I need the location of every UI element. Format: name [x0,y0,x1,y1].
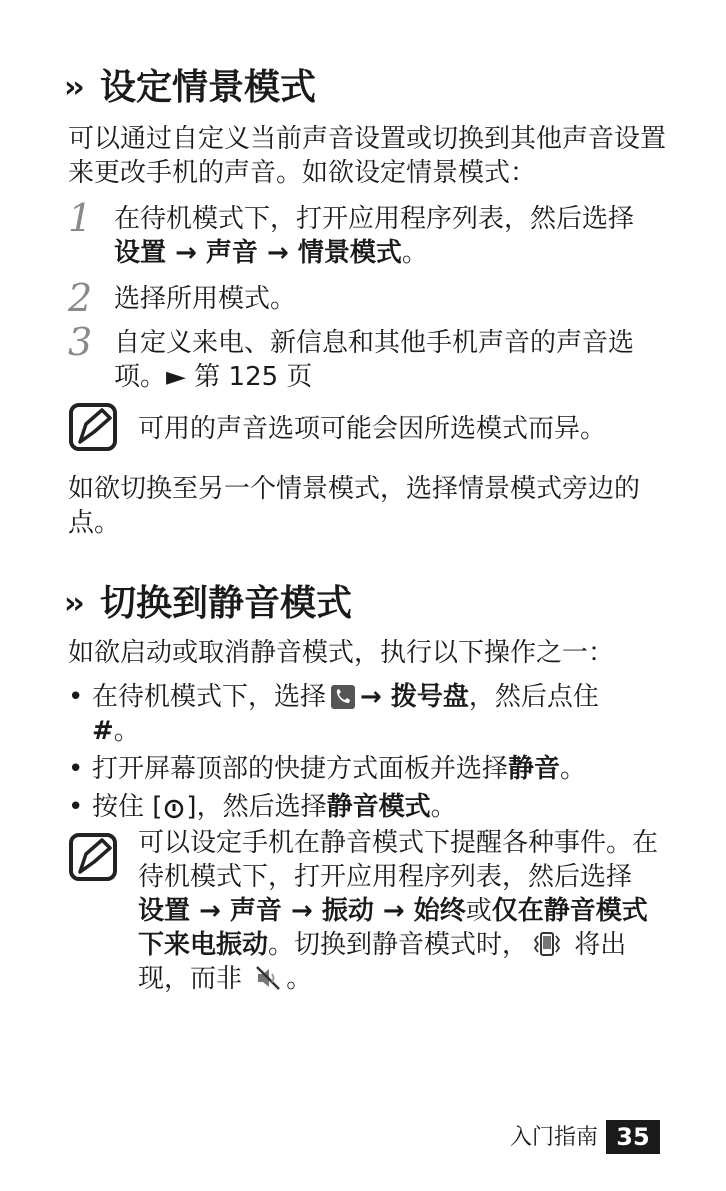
punctuation: 。 [560,754,587,784]
bullet-text-part: ，然后点住 [468,682,599,712]
punctuation: 。 [113,716,140,746]
note-icon [68,832,118,882]
menu-profile: 情景模式 [297,238,402,268]
arrow: → [166,238,206,268]
bullet-text-part: 在待机模式下，选择 [92,682,327,712]
step-number: 3 [68,320,93,364]
note-text-part: 或 [465,896,492,926]
bullet-text [92,680,652,748]
step-text [114,202,654,270]
bullet-dot: • [68,792,84,822]
note-text-part: 。切换到静音模式时， [268,930,529,960]
arrow: → [373,896,414,926]
intro-paragraph: 如欲启动或取消静音模式，执行以下操作之一： [68,638,615,668]
bullet-text-part: 按住 [ [92,792,163,822]
note-text: 可用的声音选项可能会因所选模式而异。 [138,414,607,444]
bullet-item [68,752,668,788]
arrow: → [190,896,230,926]
option-always: 始终 [413,896,466,926]
section-heading-profile [64,66,316,110]
bullet-text-part: 打开屏幕顶部的快捷方式面板并选择 [92,754,509,784]
section-title: 切换到静音模式 [100,583,353,624]
menu-settings: 设置 [114,238,167,268]
step-number: 1 [68,196,93,240]
key-hash: # [92,716,114,746]
punctuation: 。 [430,792,457,822]
menu-vibrate: 振动 [321,896,374,926]
bullet-text [92,752,652,786]
step-text-part: 在待机模式下，打开应用程序列表，然后选择 [114,204,635,234]
arrow: → [257,238,298,268]
menu-silent: 静音 [508,754,561,784]
power-icon [163,798,185,820]
page-number: 35 [606,1120,660,1154]
bullet-dot: • [68,754,84,784]
menu-dialer: 拨号盘 [390,682,469,712]
step-text: 自定义来电、新信息和其他手机声音的声音选项。► 第 125 页 [114,328,635,392]
step-number: 2 [68,276,93,320]
menu-sound: 声音 [229,896,282,926]
note-icon [68,402,118,452]
punctuation: 。 [286,964,313,994]
step-2 [68,276,668,320]
mute-speaker-icon [254,964,282,992]
section-heading-silent [64,582,352,626]
menu-sound: 声音 [205,238,258,268]
bullet-dot: • [68,682,84,712]
bullet-text [92,790,652,824]
note-text-part: 将出现，而非 [138,930,627,994]
arrow: → [281,896,322,926]
chevron-icon: ›› [64,70,81,105]
menu-silent-mode: 静音模式 [326,792,431,822]
intro-paragraph: 可以通过自定义当前声音设置或切换到其他声音设置来更改手机的声音。如欲设定情景模式： [68,124,667,188]
note-text [138,826,658,996]
step-1 [68,196,668,272]
bullet-text-part: ]，然后选择 [186,792,327,822]
bullet-item [68,790,668,826]
step-3 [68,320,668,396]
step-text: 选择所用模式。 [114,284,297,314]
note-text-part: 可以设定手机在静音模式下提醒各种事件。在待机模式下，打开应用程序列表，然后选择 [138,828,659,892]
chevron-icon: ›› [64,586,81,621]
switch-paragraph: 如欲切换至另一个情景模式，选择情景模式旁边的点。 [68,474,641,538]
section-title: 设定情景模式 [100,67,317,108]
footer-label: 入门指南 [510,1125,599,1150]
bullet-item [68,680,668,750]
menu-settings: 设置 [138,896,191,926]
phone-icon [330,684,356,710]
arrow: → [360,682,391,712]
option-only-silent: 仅在静音模式下来电振动 [138,896,648,960]
vibrate-icon [532,930,562,958]
punctuation: 。 [401,238,428,268]
